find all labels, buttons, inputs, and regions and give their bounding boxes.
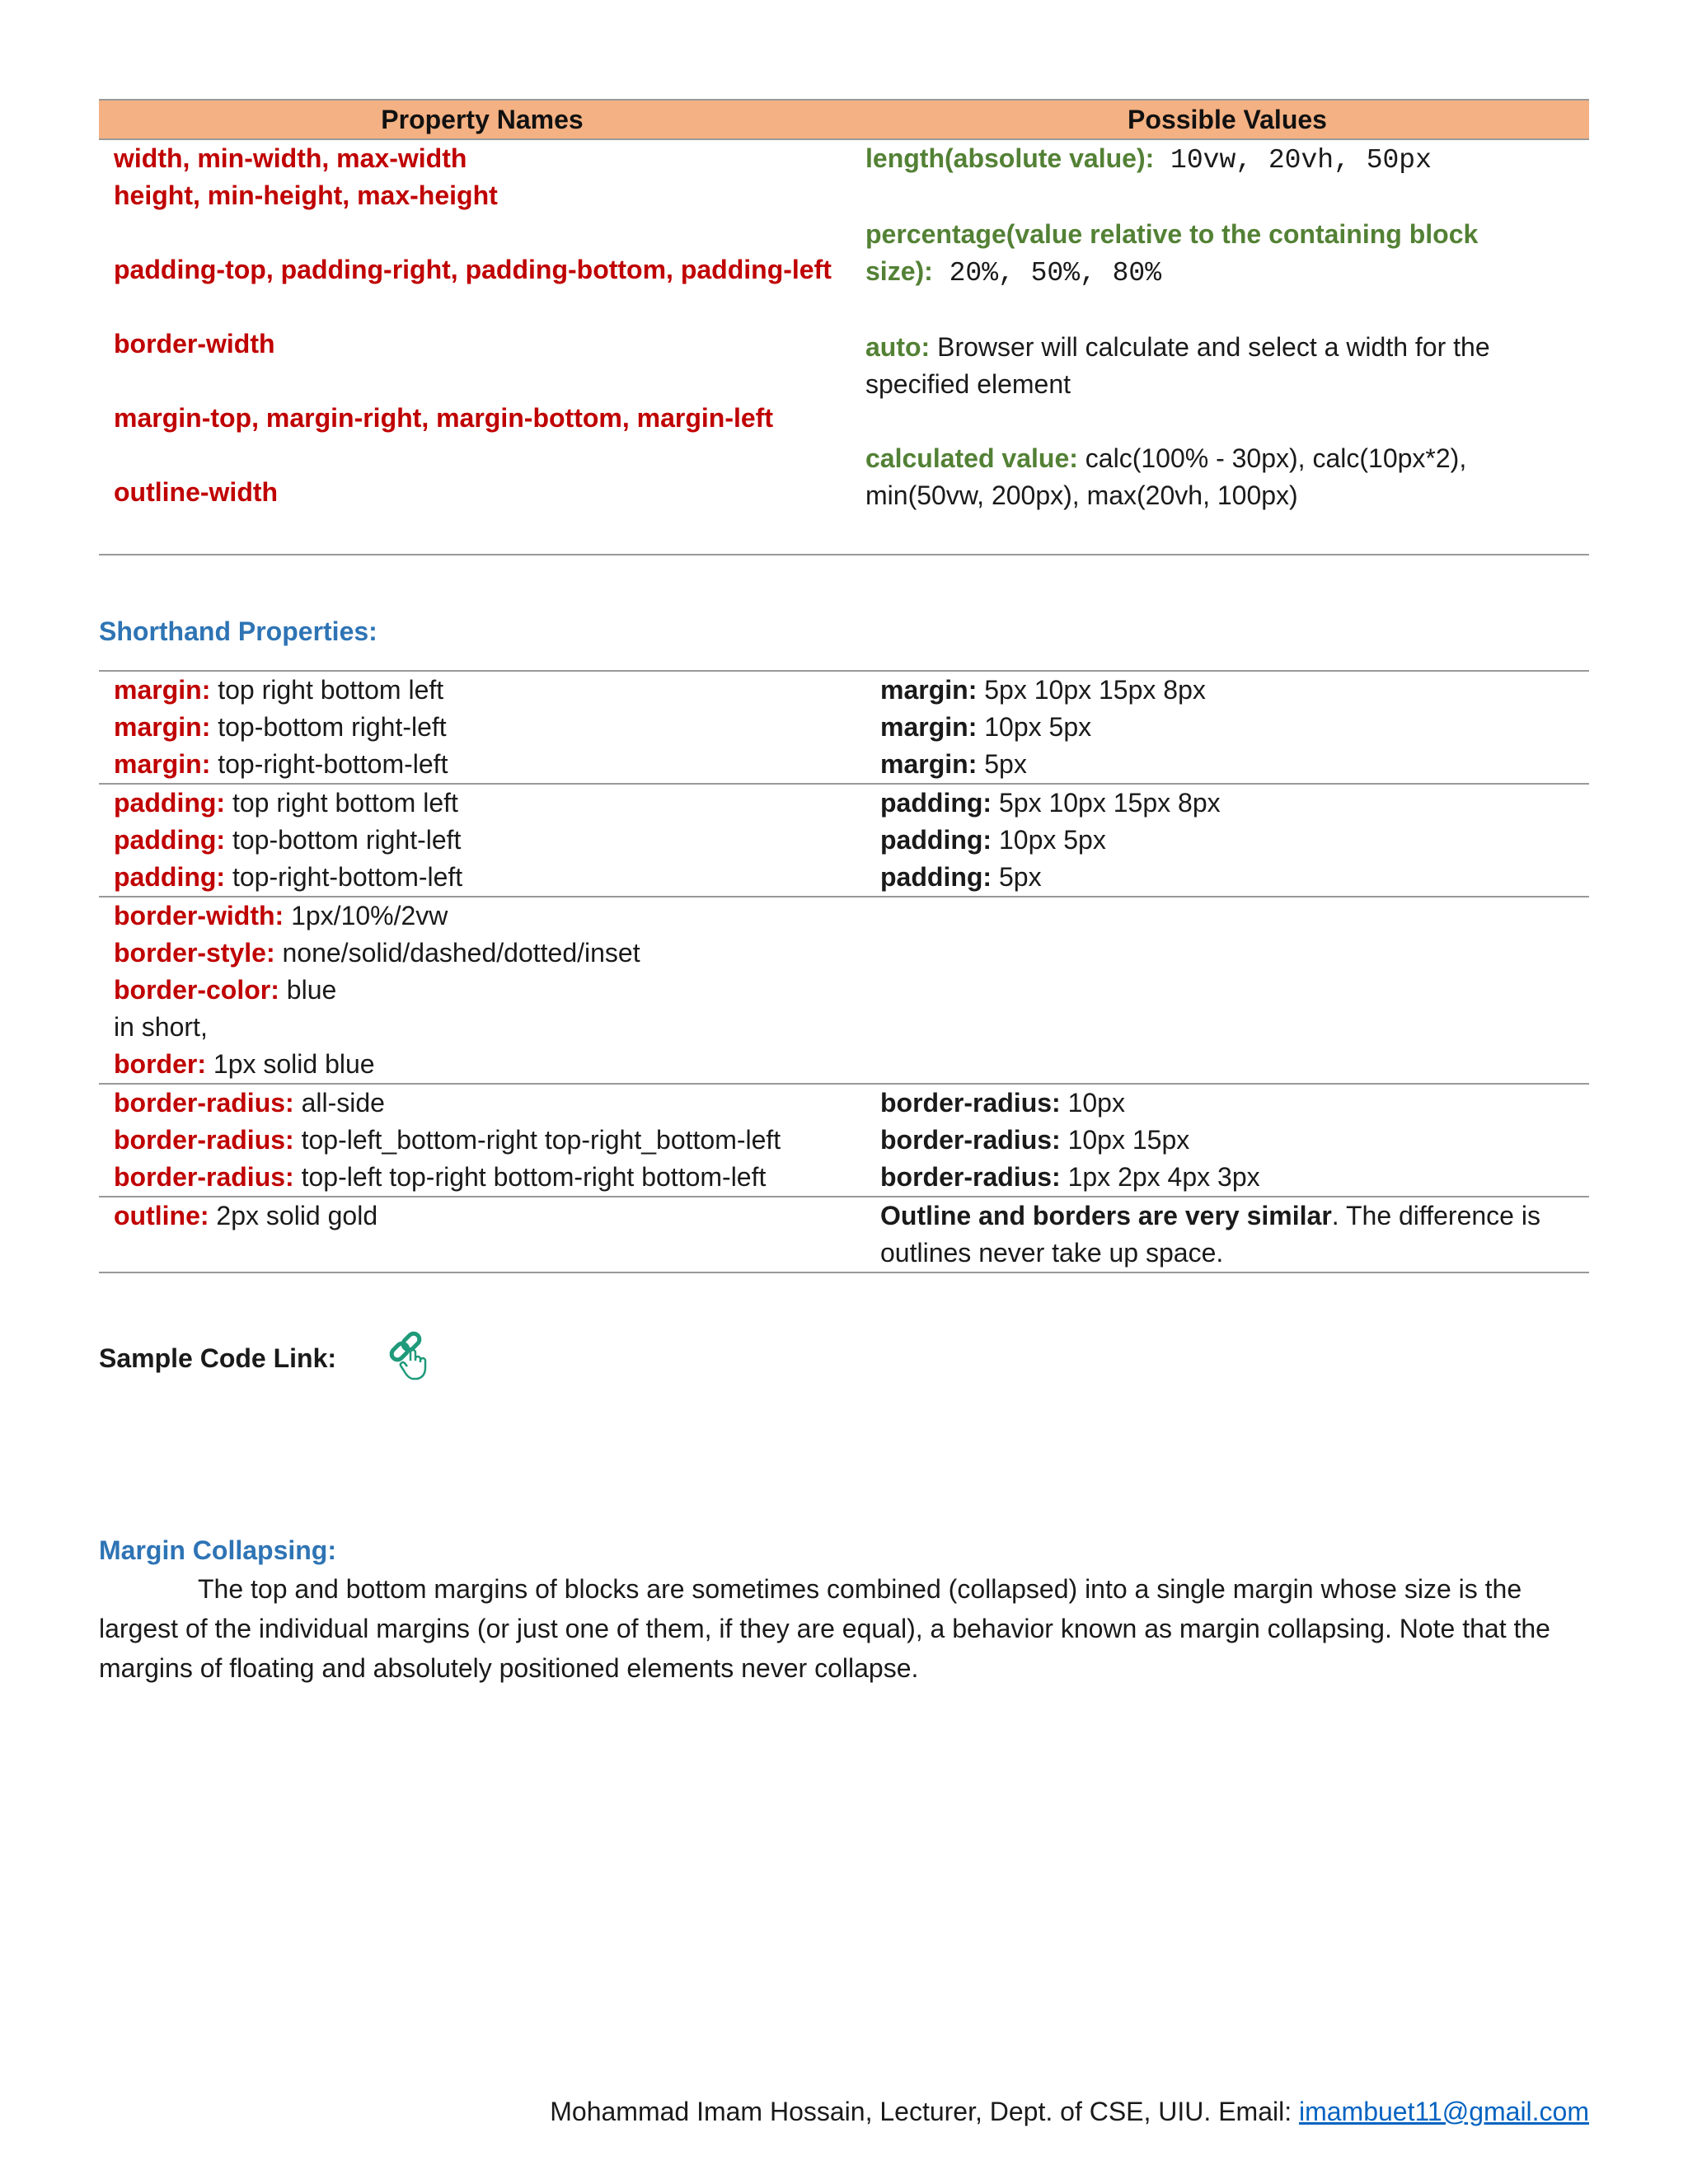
shorthand-table (99, 670, 1589, 1273)
padding-forms: padding: top right bottom left padding: top-bottom right-left padding: top-right-bottom-left (99, 784, 880, 897)
margin-forms: margin: top right bottom left margin: top-bottom right-left margin: top-right-bottom-left (99, 671, 880, 784)
margin-collapsing-title: Margin Collapsing: (99, 1535, 336, 1565)
document-page (99, 99, 1589, 1688)
outline-note: Outline and borders are very similar. The difference is outlines never take up space. (880, 1197, 1589, 1272)
sample-code-row (99, 1329, 1589, 1387)
table-row (99, 1084, 1589, 1197)
table-row (99, 784, 1589, 897)
prop-width: width, min-width, max-width (114, 143, 467, 173)
border-forms: border-width: 1px/10%/2vw border-style: none/solid/dashed/dotted/inset border-color: blue in short, border: 1px solid blue (99, 897, 880, 1084)
sample-code-label: Sample Code Link: (99, 1343, 337, 1373)
property-names-cell (99, 139, 865, 555)
auto-value: auto: Browser will calculate and select a width for the specified element (865, 332, 1490, 399)
table-row (99, 671, 1589, 784)
radius-forms: border-radius: all-side border-radius: top-left_bottom-right top-right_bottom-left border-radius: top-left top-right bottom-right bottom-left (99, 1084, 880, 1197)
link-hand-icon[interactable] (386, 1328, 432, 1389)
prop-border-width: border-width (114, 329, 275, 359)
prop-margin: margin-top, margin-right, margin-bottom, margin-left (114, 403, 773, 433)
prop-height: height, min-height, max-height (114, 180, 498, 210)
footer-email-link[interactable]: imambuet11@gmail.com (1298, 2097, 1589, 2126)
footer (550, 2097, 1589, 2127)
footer-text: Mohammad Imam Hossain, Lecturer, Dept. of CSE, UIU. Email: (550, 2097, 1299, 2126)
margin-collapsing-paragraph: The top and bottom margins of blocks are sometimes combined (collapsed) into a single margin whose size is the largest of the individual margins (or just one of them, if they are equal), a behavior known as margin collapsing. Note that the margins of floating and absolutely positioned elements never collapse. (99, 1574, 1550, 1683)
table-header-row (99, 100, 1589, 139)
radius-examples: border-radius: 10px border-radius: 10px 15px border-radius: 1px 2px 4px 3px (880, 1084, 1589, 1197)
calculated-value: calculated value: calc(100% - 30px), calc(10px*2), min(50vw, 200px), max(20vh, 100px) (865, 443, 1467, 510)
possible-values-cell (865, 139, 1589, 555)
outline-form: outline: 2px solid gold (99, 1197, 880, 1272)
shorthand-title: Shorthand Properties: (99, 616, 377, 646)
padding-examples: padding: 5px 10px 15px 8px padding: 10px 5px padding: 5px (880, 784, 1589, 897)
table-row (99, 897, 1589, 1084)
percentage-value: percentage(value relative to the containing block size): 20%, 50%, 80% (865, 219, 1479, 288)
prop-outline-width: outline-width (114, 477, 279, 507)
border-examples-empty (880, 897, 1589, 1084)
table-row (99, 139, 1589, 555)
table-row (99, 1197, 1589, 1272)
length-value: length(absolute value): 10vw, 20vh, 50px (865, 143, 1432, 176)
prop-padding: padding-top, padding-right, padding-bottom, padding-left (114, 255, 832, 284)
header-property-names: Property Names (99, 100, 865, 139)
header-possible-values: Possible Values (865, 100, 1589, 139)
property-values-table (99, 99, 1589, 555)
margin-examples: margin: 5px 10px 15px 8px margin: 10px 5px margin: 5px (880, 671, 1589, 784)
